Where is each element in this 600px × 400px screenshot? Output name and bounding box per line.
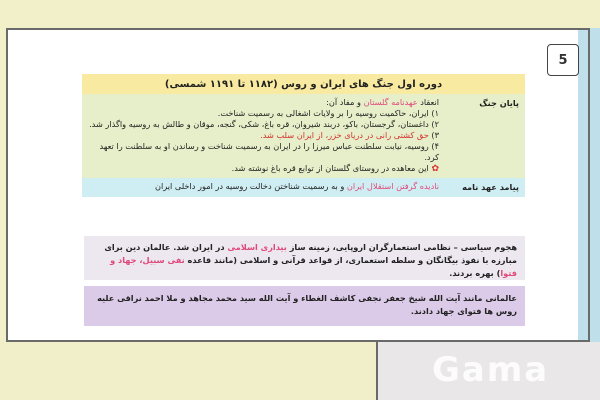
frame-line-divider [376,342,378,400]
frame-line-top [6,28,590,30]
row-heading: پیامد عهد نامه [462,182,519,192]
treaty-intro: انعقاد عهدنامه گلستان و مفاد آن: [326,97,439,107]
islamic-awakening-box: هجوم سیاسی – نظامی استعمارگران اروپایی، زمینه ساز بیداری اسلامی در ایران شد. عالمان دین برای مبارزه با نفوذ بیگانگان و سلطه استعماری، از قواعد قرآنی و اسلامی (مانند قاعده نفی سبیل، جهاد و فتوا) بهره بردند. [84,236,525,280]
bottom-left-decor-band [0,342,378,400]
right-decor-band [590,28,600,342]
table-title: دوره اول جنگ های ایران و روس (۱۱۸۲ تا ۱۱۹۱ شمسی) [82,74,525,94]
history-table [82,74,525,197]
page-number: 5 [547,44,579,76]
top-decor-band [0,0,600,28]
table-row-war-end [82,94,525,178]
watermark-logo: Gama [432,350,550,390]
scholars-box: عالمانی مانند آیت الله شیخ جعفر نجفی کاشف الغطاء و آیت الله سید محمد مجاهد و ملا احمد نراقی علیه روس ها فتوای جهاد دادند. [84,286,525,326]
list-item: ۴) روسیه، نیابت سلطنت عباس میرزا را در ایران به رسمیت شناخت و رساندن او به سلطنت را تعهد کرد. [99,141,439,162]
list-item: ۲) داغستان، گرجستان، باکو، دربند شیروان، قره باغ، شکی، گنجه، موقان و طالش به روسیه واگذار شد. [89,119,439,129]
list-item: ۱) ایران، حاکمیت روسیه را بر ولایات اشغالی به رسمیت شناخت. [217,108,439,118]
row-content [82,94,445,178]
list-item: ۳) حق کشتی رانی در دریای خزر، از ایران سلب شد. [260,130,439,140]
frame-line-left [6,28,8,342]
consequence-highlight: نادیده گرفتن استقلال ایران [346,181,439,191]
right-blue-strip [578,28,588,340]
table-row-consequence [82,178,525,197]
flower-icon: ✿ [431,164,439,174]
row-heading: پایان جنگ [445,94,525,178]
frame-line-right [588,28,590,342]
treaty-note: ✿ این معاهده در روستای گلستان از توابع قره باغ نوشته شد. [231,163,439,174]
treaty-name-highlight: عهدنامه گلستان [363,97,418,107]
row-content: نادیده گرفتن استقلال ایران و به رسمیت شناختن دخالت روسیه در امور داخلی ایران [154,181,439,191]
frame-line-bottom [6,340,590,342]
